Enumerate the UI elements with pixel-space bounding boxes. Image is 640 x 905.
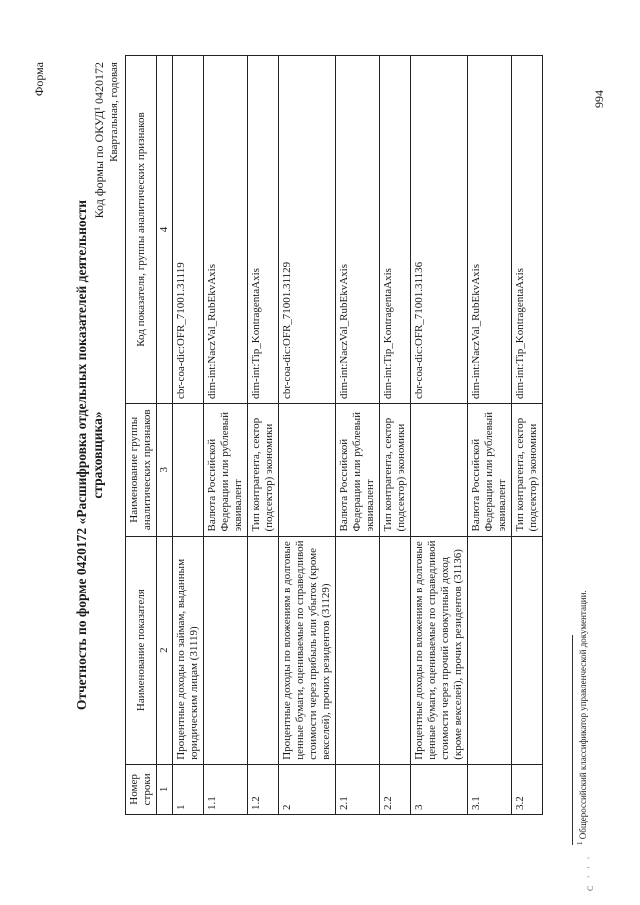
group-name (411, 404, 468, 536)
indicator-name (248, 536, 279, 764)
indicator-code: cbr-coa-dic:OFR_71001.31119 (173, 56, 204, 404)
group-name: Тип контрагента, сектор (подсектор) экономики (248, 404, 279, 536)
group-name (279, 404, 336, 536)
okud-code: Код формы по ОКУД¹ 0420172 (92, 62, 106, 219)
column-number: 3 (157, 404, 173, 536)
group-name: Тип контрагента, сектор (подсектор) экономики (380, 404, 411, 536)
footnote-text: Общероссийский классификатор управленческой документации. (578, 590, 588, 840)
row-number: 1.2 (248, 764, 279, 814)
group-name: Валюта Российской Федерации или рублевый эквивалент (336, 404, 380, 536)
column-header-code: Код показателя, группы аналитических признаков (126, 56, 157, 404)
indicator-code: dim-int:NaczVal_RubEkvAxis (336, 56, 380, 404)
column-numbers-row (157, 56, 173, 815)
indicator-name (380, 536, 411, 764)
row-number: 3 (411, 764, 468, 814)
page-number: 994 (592, 90, 606, 108)
indicator-code: dim-int:Tip_KontragentaAxis (248, 56, 279, 404)
indicator-name (204, 536, 248, 764)
table-row (248, 56, 279, 815)
row-number: 3.2 (512, 764, 543, 814)
table-row (512, 56, 543, 815)
indicator-code: dim-int:NaczVal_RubEkvAxis (204, 56, 248, 404)
indicator-name: Процентные доходы по займам, выданным юридическим лицам (31119) (173, 536, 204, 764)
table-row (279, 56, 336, 815)
column-number: 2 (157, 536, 173, 764)
footnote (576, 590, 588, 845)
indicator-code: dim-int:NaczVal_RubEkvAxis (468, 56, 512, 404)
table-row (380, 56, 411, 815)
margin-marks: С ' ' ' (586, 854, 595, 891)
indicator-name (336, 536, 380, 764)
group-name: Валюта Российской Федерации или рублевый эквивалент (204, 404, 248, 536)
column-number: 4 (157, 56, 173, 404)
row-number: 1.1 (204, 764, 248, 814)
table-row (468, 56, 512, 815)
column-header-indicator-name: Наименование показателя (126, 536, 157, 764)
indicators-table (125, 55, 543, 815)
row-number: 3.1 (468, 764, 512, 814)
row-number: 2.2 (380, 764, 411, 814)
document-title: Отчетность по форме 0420172 «Расшифровка отдельных показателей деятельности страховщика» (74, 199, 105, 711)
column-number: 1 (157, 764, 173, 814)
indicator-code: cbr-coa-dic:OFR_71001.31136 (411, 56, 468, 404)
table-row (411, 56, 468, 815)
indicator-name (512, 536, 543, 764)
indicator-name: Процентные доходы по вложениям в долговые ценные бумаги, оцениваемые по справедливой стоимости через прочий совокупный доход (кроме векселей), прочих резидентов (31136) (411, 536, 468, 764)
indicator-name: Процентные доходы по вложениям в долговые ценные бумаги, оцениваемые по справедливой стоимости через прибыль или убыток (кроме векселей), прочих резидентов (31129) (279, 536, 336, 764)
footnote-divider (572, 635, 573, 845)
column-header-group-name: Наименование группы аналитических признаков (126, 404, 157, 536)
row-number: 2.1 (336, 764, 380, 814)
table-header-row (126, 56, 157, 815)
indicator-code: dim-int:Tip_KontragentaAxis (380, 56, 411, 404)
table-row (336, 56, 380, 815)
group-name: Тип контрагента, сектор (подсектор) экономики (512, 404, 543, 536)
footnote-mark: 1 (576, 841, 584, 845)
indicator-name (468, 536, 512, 764)
group-name: Валюта Российской Федерации или рублевый эквивалент (468, 404, 512, 536)
row-number: 2 (279, 764, 336, 814)
group-name (173, 404, 204, 536)
column-header-row-number: Номер строки (126, 764, 157, 814)
table-row (204, 56, 248, 815)
form-label: Форма (32, 62, 46, 97)
indicator-code: cbr-coa-dic:OFR_71001.31129 (279, 56, 336, 404)
table-row (173, 56, 204, 815)
indicator-code: dim-int:Tip_KontragentaAxis (512, 56, 543, 404)
report-period: Квартальная, годовая (108, 62, 120, 162)
row-number: 1 (173, 764, 204, 814)
